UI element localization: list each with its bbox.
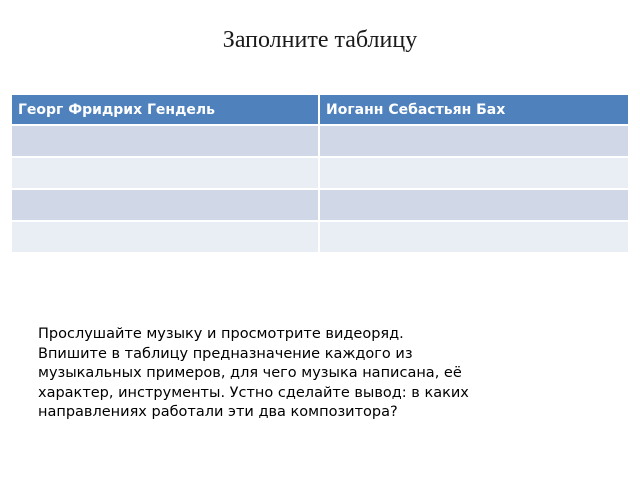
table-cell-handel[interactable] <box>12 189 319 221</box>
table-row <box>12 189 628 221</box>
table-cell-handel[interactable] <box>12 125 319 157</box>
table-cell-handel[interactable] <box>12 157 319 189</box>
table-header-row <box>12 95 628 125</box>
table-row <box>12 157 628 189</box>
table-row <box>12 221 628 252</box>
table-cell-bach[interactable] <box>319 125 628 157</box>
table-cell-bach[interactable] <box>319 221 628 252</box>
table-cell-bach[interactable] <box>319 157 628 189</box>
table-cell-bach[interactable] <box>319 189 628 221</box>
table-cell-handel[interactable] <box>12 221 319 252</box>
fill-in-table <box>12 95 628 252</box>
column-header-bach: Иоганн Себастьян Бах <box>319 95 628 125</box>
slide-title: Заполните таблицу <box>222 27 418 53</box>
instructions-text: Прослушайте музыку и просмотрите видеоряд. Впишите в таблицу предназначение каждого из музыкальных примеров, для чего музыка написана, её характер, инструменты. Устно сделайте вывод: в каких направлениях работали эти два композитора? <box>38 326 469 421</box>
table-row <box>12 125 628 157</box>
column-header-handel: Георг Фридрих Гендель <box>12 95 319 125</box>
